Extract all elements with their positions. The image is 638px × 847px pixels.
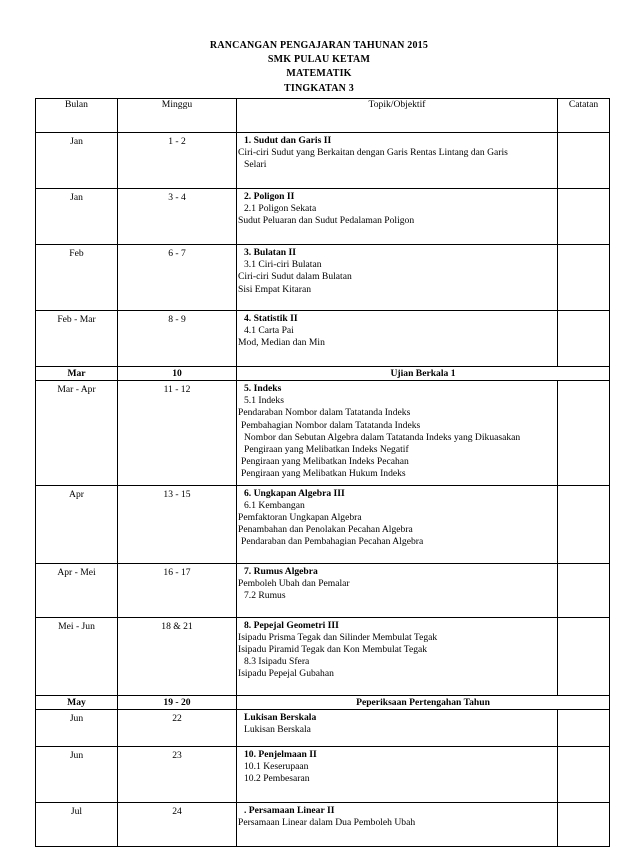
bulan-cell: Mei - Jun — [36, 617, 118, 695]
catatan-cell — [558, 381, 610, 486]
exam-title: Ujian Berkala 1 — [237, 367, 610, 381]
objective-line: Persamaan Linear dalam Dua Pemboleh Ubah — [238, 816, 416, 828]
objective-line: Pendaraban Nombor dalam Tatatanda Indeks — [238, 407, 411, 419]
objective-line: 4.1 Carta Pai — [244, 325, 294, 337]
catatan-cell — [558, 709, 610, 746]
bulan-cell: Apr - Mei — [36, 563, 118, 617]
objective-line: Sisi Empat Kitaran — [238, 283, 312, 295]
topic-title: 3. Bulatan II — [244, 247, 296, 258]
objective-line: 8.3 Isipadu Sfera — [244, 656, 310, 668]
minggu-cell: 13 - 15 — [118, 485, 237, 563]
objective-line: Ciri-ciri Sudut yang Berkaitan dengan Garis Rentas Lintang dan Garis — [238, 147, 508, 159]
bulan-cell: Jun — [36, 709, 118, 746]
table-row — [36, 189, 610, 245]
topik-cell — [237, 485, 558, 563]
objective-line: 10.2 Pembesaran — [244, 772, 310, 784]
bulan-cell: Jan — [36, 189, 118, 245]
table-row — [36, 485, 610, 563]
topik-cell — [237, 617, 558, 695]
catatan-cell — [558, 746, 610, 802]
topik-cell — [237, 245, 558, 311]
bulan-cell: May — [36, 695, 118, 709]
header-title: RANCANGAN PENGAJARAN TAHUNAN 2015 — [209, 40, 429, 51]
minggu-cell: 10 — [118, 367, 237, 381]
objective-line: 2.1 Poligon Sekata — [244, 203, 317, 215]
catatan-cell — [558, 133, 610, 189]
objective-line: 6.1 Kembangan — [244, 499, 305, 511]
topic-title: 7. Rumus Algebra — [244, 565, 318, 577]
objective-line: 10.1 Keserupaan — [244, 760, 309, 772]
table-row — [36, 709, 610, 746]
bulan-cell: Mar - Apr — [36, 381, 118, 486]
objective-line: 7.2 Rumus — [244, 589, 286, 601]
catatan-cell — [558, 311, 610, 367]
objective-line: Pengiraan yang Melibatkan Indeks Negatif — [244, 443, 409, 455]
bulan-cell: Jun — [36, 746, 118, 802]
catatan-cell — [558, 485, 610, 563]
topik-cell — [237, 802, 558, 846]
objective-line: Pemboleh Ubah dan Pemalar — [238, 577, 350, 589]
bulan-cell: Apr — [36, 485, 118, 563]
topic-title: 1. Sudut dan Garis II — [244, 135, 332, 146]
header-school: SMK PULAU KETAM — [267, 54, 371, 66]
minggu-cell: 11 - 12 — [118, 381, 237, 486]
minggu-cell: 6 - 7 — [118, 245, 237, 311]
topik-cell — [237, 709, 558, 746]
topic-title: 5. Indeks — [244, 383, 282, 394]
catatan-cell — [558, 245, 610, 311]
minggu-cell: 1 - 2 — [118, 133, 237, 189]
objective-line: Isipadu Pepejal Gubahan — [238, 668, 334, 680]
table-row — [36, 311, 610, 367]
lesson-plan-table — [35, 98, 610, 847]
topic-title: . Persamaan Linear II — [244, 804, 335, 816]
objective-line: Ciri-ciri Sudut dalam Bulatan — [238, 271, 352, 283]
topik-cell — [237, 563, 558, 617]
objective-line: Isipadu Piramid Tegak dan Kon Membulat Tegak — [238, 643, 428, 655]
objective-line: Pengiraan yang Melibatkan Indeks Pecahan — [241, 456, 409, 468]
exam-row — [36, 367, 610, 381]
topic-title: 6. Ungkapan Algebra III — [244, 487, 345, 499]
objective-line: Nombor dan Sebutan Algebra dalam Tatatanda Indeks yang Dikuasakan — [244, 431, 521, 443]
table-row — [36, 617, 610, 695]
table-row — [36, 802, 610, 846]
header-subject: MATEMATIK — [286, 68, 352, 80]
topik-cell — [237, 381, 558, 486]
minggu-cell: 3 - 4 — [118, 189, 237, 245]
objective-line: 5.1 Indeks — [244, 395, 284, 407]
minggu-cell: 8 - 9 — [118, 311, 237, 367]
topic-title: 10. Penjelmaan II — [244, 748, 317, 760]
objective-line: Penambahan dan Penolakan Pecahan Algebra — [238, 524, 413, 536]
bulan-cell: Jan — [36, 133, 118, 189]
topic-title: 2. Poligon II — [244, 191, 295, 202]
topic-title: 8. Pepejal Geometri III — [244, 619, 339, 631]
column-header-topik: Topik/Objektif — [237, 99, 558, 133]
objective-line: Selari — [244, 159, 267, 171]
table-body — [36, 133, 610, 847]
bulan-cell: Feb — [36, 245, 118, 311]
topik-cell — [237, 189, 558, 245]
objective-line: Isipadu Prisma Tegak dan Silinder Membulat Tegak — [238, 631, 438, 643]
objective-line: Pembahagian Nombor dalam Tatatanda Indeks — [241, 419, 421, 431]
catatan-cell — [558, 189, 610, 245]
bulan-cell: Mar — [36, 367, 118, 381]
table-row — [36, 133, 610, 189]
topik-cell — [237, 311, 558, 367]
header-level: TINGKATAN 3 — [284, 82, 354, 94]
topic-title: 4. Statistik II — [244, 313, 298, 324]
table-row — [36, 381, 610, 486]
document-header — [0, 39, 638, 96]
catatan-cell — [558, 802, 610, 846]
exam-row — [36, 695, 610, 709]
table-row — [36, 563, 610, 617]
bulan-cell: Jul — [36, 802, 118, 846]
topik-cell — [237, 746, 558, 802]
minggu-cell: 16 - 17 — [118, 563, 237, 617]
minggu-cell: 22 — [118, 709, 237, 746]
topik-cell — [237, 133, 558, 189]
topic-title: Lukisan Berskala — [244, 711, 317, 723]
objective-line: Lukisan Berskala — [244, 723, 311, 735]
objective-line: 3.1 Ciri-ciri Bulatan — [244, 259, 322, 271]
catatan-cell — [558, 617, 610, 695]
catatan-cell — [558, 563, 610, 617]
minggu-cell: 23 — [118, 746, 237, 802]
objective-line: Mod, Median dan Min — [238, 337, 325, 349]
objective-line: Sudut Peluaran dan Sudut Pedalaman Poligon — [238, 215, 415, 227]
objective-line: Pendaraban dan Pembahagian Pecahan Algebra — [241, 536, 424, 548]
column-header-minggu: Minggu — [118, 99, 237, 133]
objective-line: Pengiraan yang Melibatkan Hukum Indeks — [241, 468, 406, 480]
objective-line: Pemfaktoran Ungkapan Algebra — [238, 511, 362, 523]
column-header-bulan: Bulan — [36, 99, 118, 133]
exam-title: Peperiksaan Pertengahan Tahun — [237, 695, 610, 709]
minggu-cell: 24 — [118, 802, 237, 846]
bulan-cell: Feb - Mar — [36, 311, 118, 367]
table-row — [36, 245, 610, 311]
minggu-cell: 18 & 21 — [118, 617, 237, 695]
column-header-catatan: Catatan — [558, 99, 610, 133]
minggu-cell: 19 - 20 — [118, 695, 237, 709]
table-row — [36, 746, 610, 802]
table-header-row — [36, 99, 610, 133]
